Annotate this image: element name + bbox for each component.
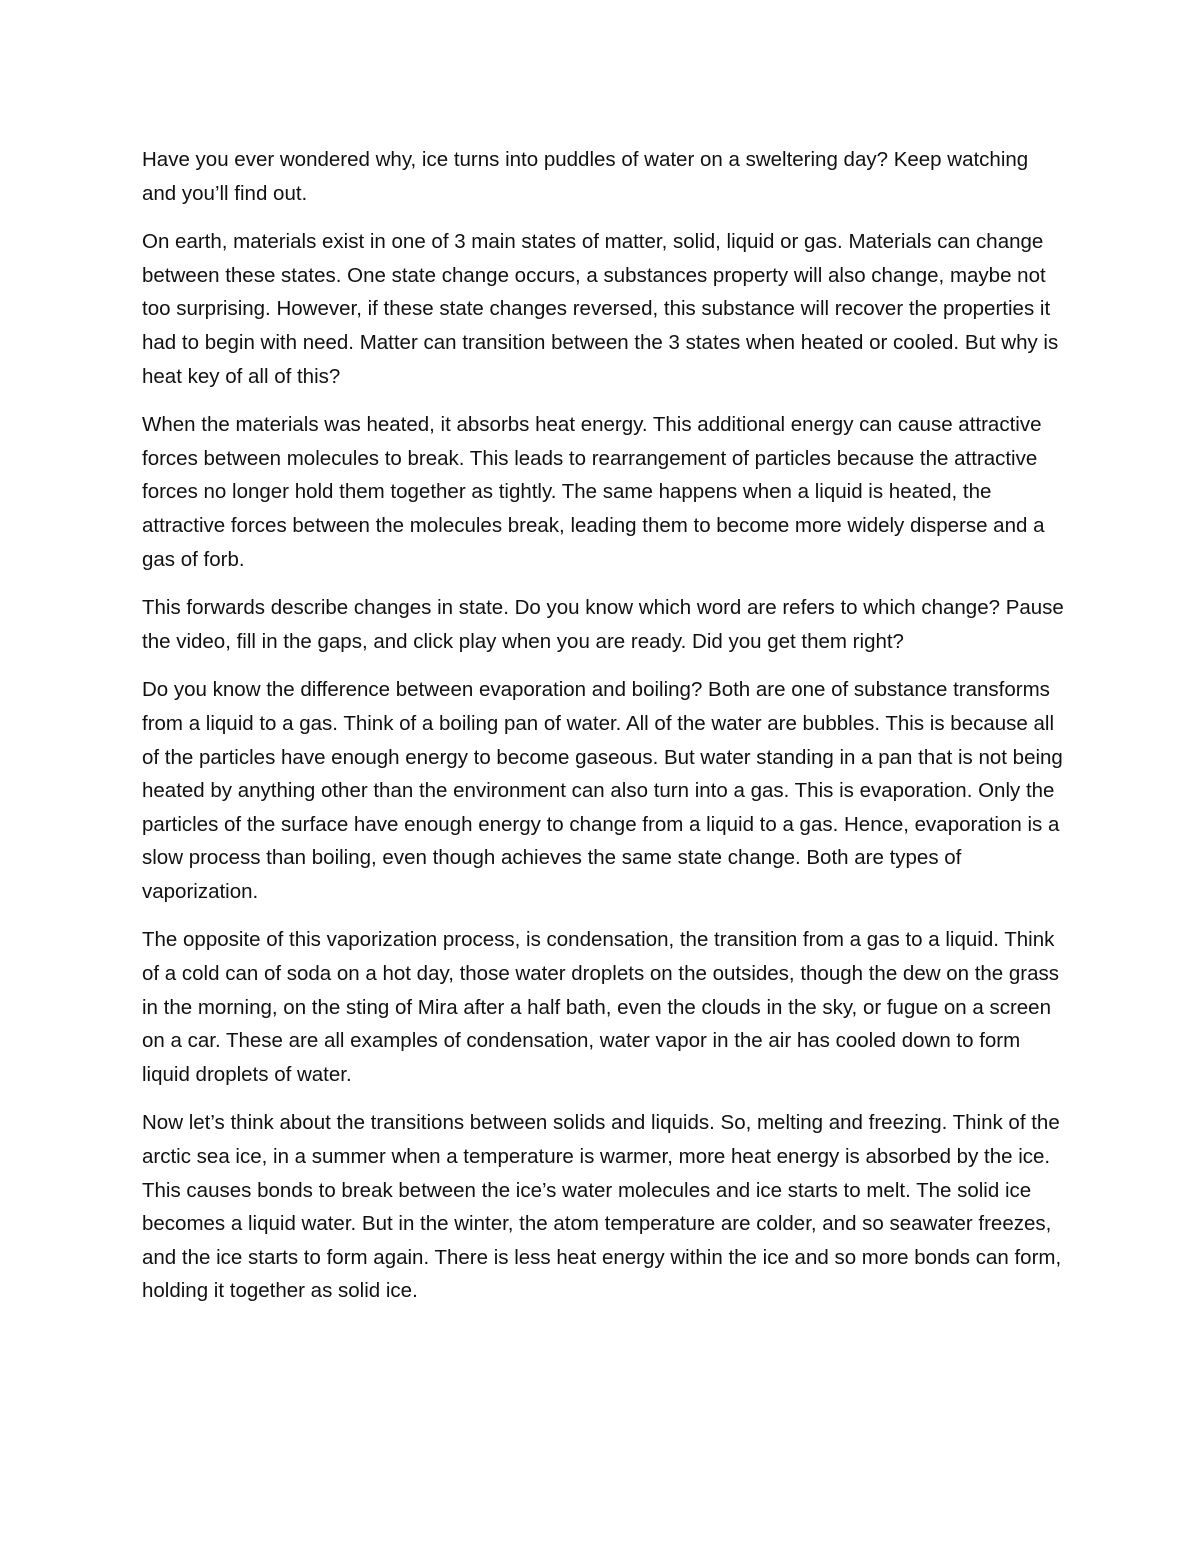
- paragraph-condensation: The opposite of this vaporization process, is condensation, the transition from a gas to a liquid. Think of a cold can of soda on a hot day, those water droplets on the outsides, though the dew on the grass in the morning, on the sting of Mira after a half bath, even the clouds in the sky, or fugue on a screen on a car. These are all examples of condensation, water vapor in the air has cooled down to form liquid droplets of water.: [142, 928, 1060, 1086]
- paragraph-melting-freezing: Now let’s think about the transitions between solids and liquids. So, melting and freezing. Think of the arctic sea ice, in a summer when a temperature is warmer, more heat energy is absorbed by the ice. This causes bonds to break between the ice’s water molecules and ice starts to melt. The solid ice becomes a liquid water. But in the winter, the atom temperature are colder, and so seawater freezes, and the ice starts to form again. There is less heat energy within the ice and so more bonds can form, holding it together as solid ice.: [142, 1111, 1062, 1303]
- paragraph-heating: When the materials was heated, it absorbs heat energy. This additional energy can cause attractive forces between molecules to break. This leads to rearrangement of particles because the attractive forces no longer hold them together as tightly. The same happens when a liquid is heated, the attractive forces between the molecules break, leading them to become more widely disperse and a gas of forb.: [142, 413, 1045, 571]
- paragraph-intro: Have you ever wondered why, ice turns into puddles of water on a sweltering day? Keep watching and you’ll find out.: [142, 148, 1029, 205]
- document-body: [142, 143, 1067, 1323]
- paragraph-states-of-matter: On earth, materials exist in one of 3 main states of matter, solid, liquid or gas. Materials can change between these states. One state change occurs, a substances property will also change, maybe not too surprising. However, if these state changes reversed, this substance will recover the properties it had to begin with need. Matter can transition between the 3 states when heated or cooled. But why is heat key of all of this?: [142, 230, 1059, 388]
- paragraph-state-change-words: This forwards describe changes in state. Do you know which word are refers to which change? Pause the video, fill in the gaps, and click play when you are ready. Did you get them right?: [142, 596, 1064, 653]
- paragraph-evaporation-boiling: Do you know the difference between evaporation and boiling? Both are one of substance transforms from a liquid to a gas. Think of a boiling pan of water. All of the water are bubbles. This is because all of the particles have enough energy to become gaseous. But water standing in a pan that is not being heated by anything other than the environment can also turn into a gas. This is evaporation. Only the particles of the surface have enough energy to change from a liquid to a gas. Hence, evaporation is a slow process than boiling, even though achieves the same state change. Both are types of vaporization.: [142, 678, 1063, 903]
